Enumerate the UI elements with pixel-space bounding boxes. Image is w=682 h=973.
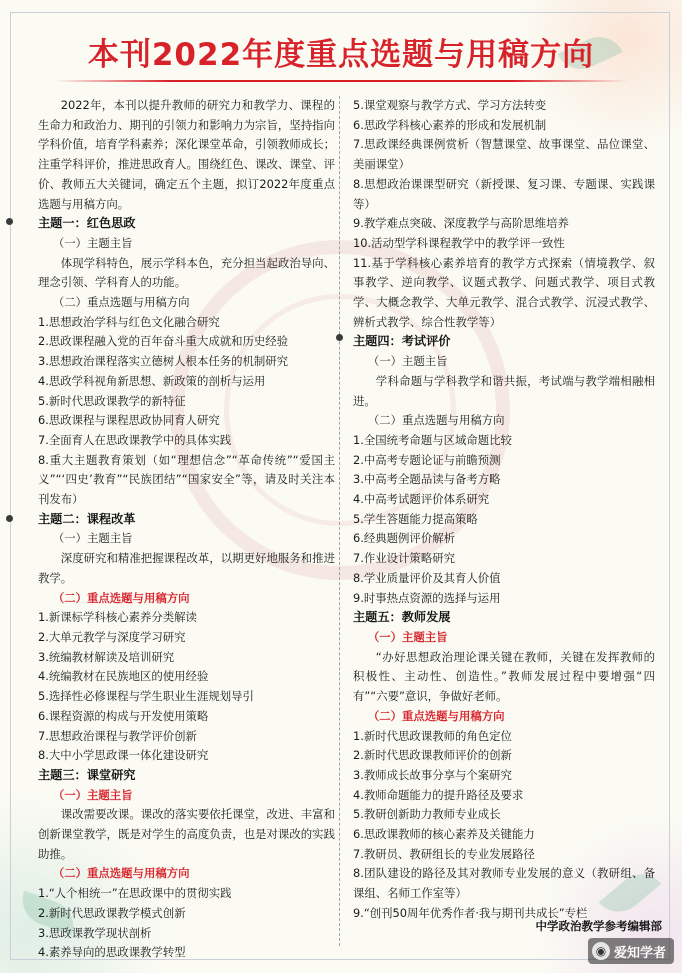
- section-text: 学科命题与学科教学和谐共振，考试端与教学端相融相进。: [353, 373, 655, 408]
- list-item: 7.思想政治课程与教学评价创新: [38, 728, 197, 743]
- list-item: 6.课程资源的构成与开发使用策略: [38, 708, 209, 723]
- section-heading: （二）重点选题与用稿方向: [367, 708, 505, 723]
- list-item: 10.活动型学科课程教学中的教学评一致性: [353, 235, 565, 250]
- title-underline: [54, 80, 628, 82]
- margin-dot: [6, 515, 13, 522]
- theme-heading: 主题三：课堂研究: [38, 767, 136, 782]
- intro-paragraph: 2022年，本刊以提升教师的研究力和教学力、课程的生命力和政治力、期刊的引领力和影响力为宗旨，坚持指向学科价值，培育学科素养；深化课堂革命，引领教师成长；注重学科评价，推进思政育人。围绕红色、课改、课堂、评价、教师五大关键词，确定五个主题，拟订2022年度重点选题与用稿方向。: [38, 98, 335, 211]
- list-item: 4.中高考试题评价体系研究: [353, 492, 490, 507]
- list-item: 8.思想政治课课型研究（新授课、复习课、专题课、实践课等）: [353, 176, 655, 211]
- list-item: 5.新时代思政课教学的新特征: [38, 393, 186, 408]
- theme-heading: 主题二：课程改革: [38, 511, 136, 526]
- list-item: 8.团队建设的路径及其对教师专业发展的意义（教研组、备课组、名师工作室等）: [353, 866, 655, 901]
- section-text: “办好思想政治理论课关键在教师，关键在发挥教师的积极性、主动性、创造性。”教师发展过程中要增强“四有”“六要”意识，争做好老师。: [353, 649, 655, 704]
- list-item: 3.中高考全题品读与备考方略: [353, 472, 501, 487]
- account-name: 爱知学者: [613, 945, 666, 961]
- editorial-credit: 中学政治教学参考编辑部: [535, 919, 662, 933]
- list-item: 9.“创刊50周年优秀作者·我与期刊共成长”专栏: [353, 905, 588, 920]
- theme-heading: 主题五：教师发展: [353, 610, 451, 625]
- section-heading: （一）主题主旨: [367, 629, 448, 644]
- list-item: 1.“人个相统一”在思政课中的贯彻实践: [38, 886, 232, 901]
- list-item: 1.全国统考命题与区域命题比较: [353, 432, 512, 447]
- title-bar: [18, 26, 664, 84]
- margin-dot: [6, 218, 13, 225]
- list-item: 2.新时代思政课教学模式创新: [38, 905, 186, 920]
- account-badge[interactable]: [588, 938, 674, 964]
- list-item: 3.思想政治课程落实立德树人根本任务的机制研究: [38, 354, 289, 369]
- list-item: 1.新时代思政课教师的角色定位: [353, 728, 512, 743]
- section-text: 深度研究和精准把握课程改革，以期更好地服务和推进教学。: [38, 551, 335, 585]
- list-item: 5.学生答题能力提高策略: [353, 511, 478, 526]
- column-divider: [339, 96, 340, 946]
- list-item: 6.思政课教师的核心素养及关键能力: [353, 827, 535, 842]
- section-text: 体现学科特色，展示学科本色，充分担当起政治导向、理念引领、学科育人的功能。: [38, 255, 335, 290]
- list-item: 2.中高考专题论证与前瞻预测: [353, 452, 501, 467]
- list-item: 4.素养导向的思政课教学转型: [38, 945, 186, 960]
- list-item: 7.思政课经典课例赏析（智慧课堂、故事课堂、品位课堂、美丽课堂）: [353, 137, 655, 172]
- list-item: 7.全面育人在思政课教学中的具体实践: [38, 432, 232, 447]
- section-heading: （二）重点选题与用稿方向: [52, 866, 190, 881]
- section-heading: （一）主题主旨: [52, 531, 133, 546]
- list-item: 3.思政课教学现状剖析: [38, 925, 152, 940]
- list-item: 5.教研创新助力教师专业成长: [353, 807, 501, 822]
- list-item: 5.选择性必修课程与学生职业生涯规划导引: [38, 689, 254, 704]
- section-text: 课改需要改课。课改的落实要依托课堂，改进、丰富和创新课堂教学，既是对学生的高度负责，也是对课改的实践助推。: [38, 807, 335, 861]
- list-item: 9.教学难点突破、深度教学与高阶思维培养: [353, 216, 569, 231]
- list-item: 8.大中小学思政课一体化建设研究: [38, 748, 209, 763]
- section-heading: （一）主题主旨: [367, 354, 448, 369]
- section-heading: （二）重点选题与用稿方向: [52, 590, 190, 605]
- list-item: 4.思政学科视角新思想、新政策的剖析与运用: [38, 373, 266, 388]
- list-item: 8.重大主题教育策划（如“理想信念”“革命传统”“爱国主义”“‘四史’教育”“民族团结”“国家安全”等，请及时关注本刊发布）: [38, 452, 335, 507]
- theme-heading: 主题四：考试评价: [353, 334, 451, 349]
- list-item: 1.新课标学科核心素养分类解读: [38, 610, 197, 625]
- list-item: 2.大单元教学与深度学习研究: [38, 629, 186, 644]
- list-item: 1.思想政治学科与红色文化融合研究: [38, 314, 220, 329]
- list-item: 3.统编教材解读及培训研究: [38, 649, 175, 664]
- page-title: 本刊2022年度重点选题与用稿方向: [87, 37, 595, 73]
- section-heading: （一）主题主旨: [52, 235, 133, 250]
- right-column: [353, 96, 655, 924]
- left-column: [38, 96, 335, 963]
- list-item: 7.教研员、教研组长的专业发展路径: [353, 846, 535, 861]
- list-item: 4.教师命题能力的提升路径及要求: [353, 787, 524, 802]
- margin-dot: [336, 334, 343, 341]
- list-item: 2.新时代思政课教师评价的创新: [353, 748, 512, 763]
- list-item: 4.统编教材在民族地区的使用经验: [38, 669, 209, 684]
- list-item: 3.教师成长故事分享与个案研究: [353, 767, 512, 782]
- wechat-icon: ◉: [592, 942, 610, 960]
- list-item: 7.作业设计策略研究: [353, 551, 455, 566]
- section-heading: （二）重点选题与用稿方向: [367, 413, 505, 428]
- list-item: 6.思政学科核心素养的形成和发展机制: [353, 117, 547, 132]
- list-item: 11.基于学科核心素养培育的教学方式探索（情境教学、叙事教学、逆向教学、议题式教学、问题式教学、项目式教学、大概念教学、大单元教学、混合式教学、沉浸式教学、辨析式教学、综合性教学等）: [353, 255, 655, 329]
- list-item: 6.思政课程与课程思政协同育人研究: [38, 413, 220, 428]
- list-item: 9.时事热点资源的选择与运用: [353, 590, 501, 605]
- section-heading: （二）重点选题与用稿方向: [52, 295, 190, 310]
- theme-heading: 主题一：红色思政: [38, 216, 136, 231]
- list-item: 2.思政课程融入党的百年奋斗重大成就和历史经验: [38, 334, 289, 349]
- section-heading: （一）主题主旨: [52, 787, 133, 802]
- list-item: 8.学业质量评价及其育人价值: [353, 570, 501, 585]
- list-item: 5.课堂观察与教学方式、学习方法转变: [353, 98, 547, 112]
- list-item: 6.经典题例评价解析: [353, 531, 455, 546]
